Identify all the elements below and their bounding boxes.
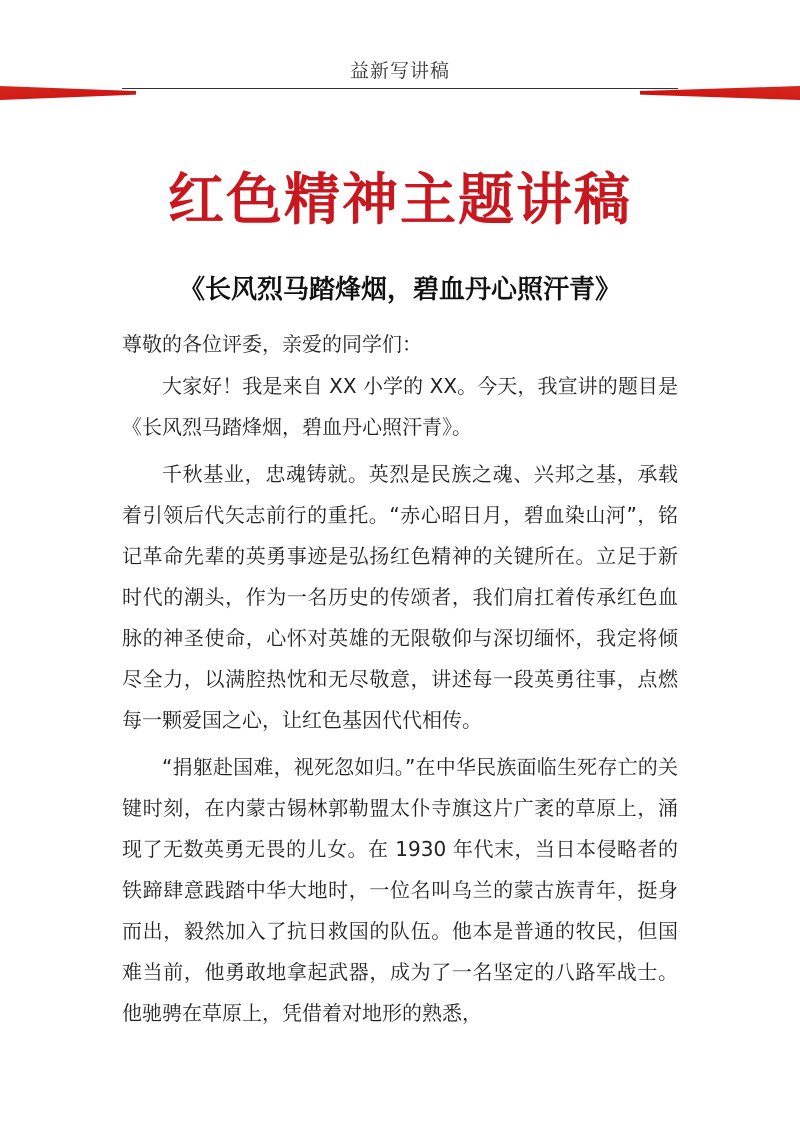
- header-divider: [122, 88, 678, 89]
- running-header-title: 益新写讲稿: [349, 60, 450, 82]
- speech-body: [122, 324, 678, 1034]
- document-title: 红色精神主题讲稿: [168, 167, 632, 233]
- greeting-line: 尊敬的各位评委，亲爱的同学们：: [122, 332, 422, 356]
- left-red-accent-bar: [0, 86, 136, 100]
- speech-subtitle: 《长风烈马踏烽烟，碧血丹心照汗青》: [178, 275, 621, 305]
- paragraph-heritage: 千秋基业，忠魂铸就。英烈是民族之魂、兴邦之基，承载着引领后代矢志前行的重托。“赤心昭日月，碧血染山河”，铭记革命先辈的英勇事迹是弘扬红色精神的关键所在。立足于新时代的潮头，作为一名历史的传颂者，我们肩扛着传承红色血脉的神圣使命，心怀对英雄的无限敬仰与深切缅怀，我定将倾尽全力，以满腔热忱和无尽敬意，讲述每一段英勇往事，点燃每一颗爱国之心，让红色基因代代相传。: [122, 462, 678, 732]
- paragraph-intro: 大家好！我是来自 XX 小学的 XX。今天，我宣讲的题目是《长风烈马踏烽烟，碧血丹心照汗青》。: [122, 374, 678, 439]
- paragraph-story: “捐躯赴国难，视死忽如归。”在中华民族面临生死存亡的关键时刻，在内蒙古锡林郭勒盟太仆寺旗这片广袤的草原上，涌现了无数英勇无畏的儿女。在 1930 年代末，当日本侵略者的铁蹄肆意践踏中华大地时，一位名叫乌兰的蒙古族青年，挺身而出，毅然加入了抗日救国的队伍。他本是普通的牧民，但国难当前，他勇敢地拿起武器，成为了一名坚定的八路军战士。他驰骋在草原上，凭借着对地形的熟悉，: [122, 755, 678, 1025]
